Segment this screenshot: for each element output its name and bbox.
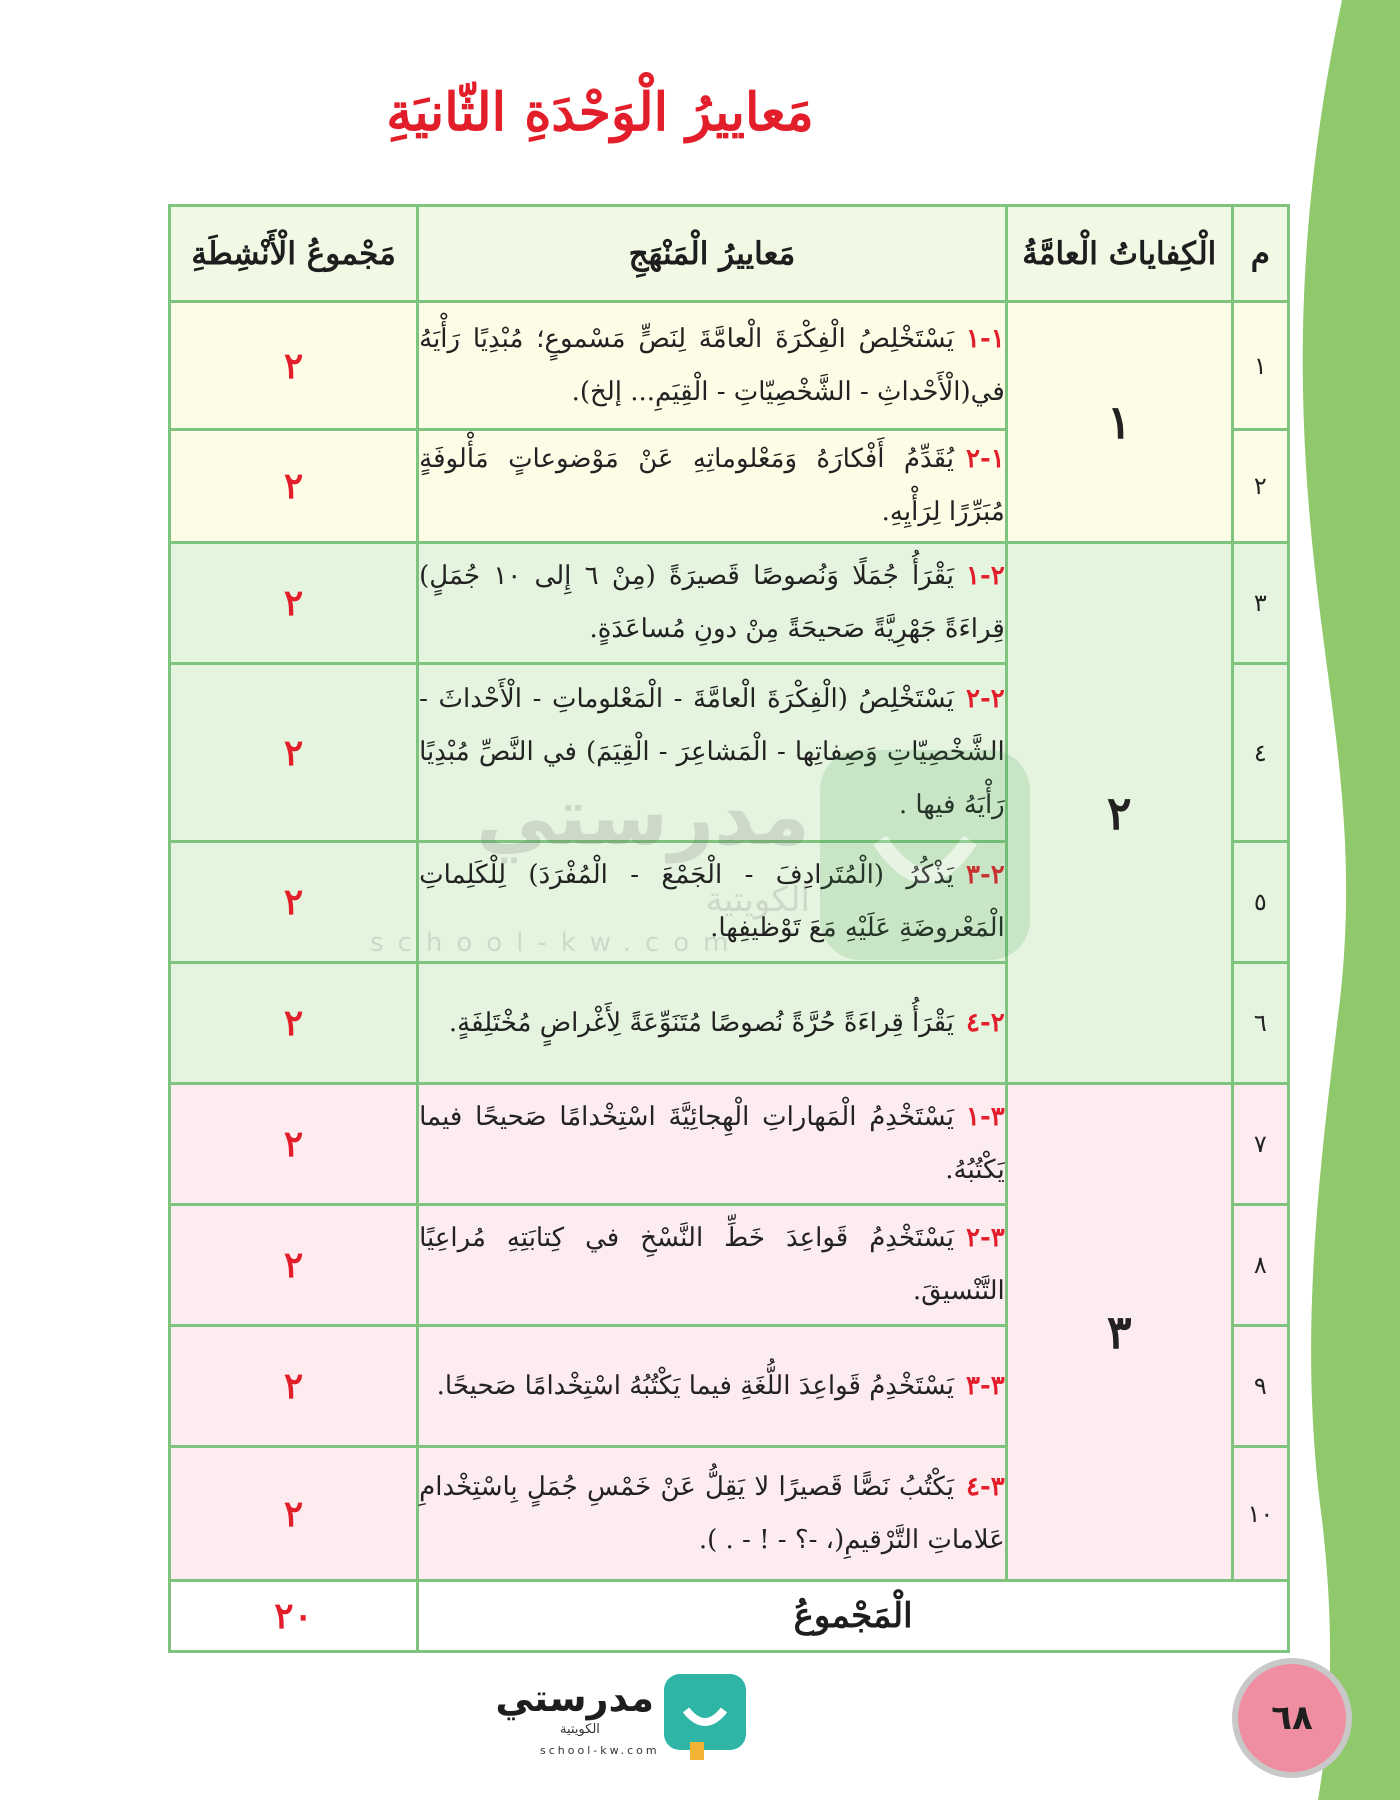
activity-count: ٢ (170, 1326, 418, 1447)
standard-code: ١-١ (966, 323, 1005, 354)
activity-count: ٢ (170, 430, 418, 543)
total-value: ٢٠ (170, 1581, 418, 1652)
header-m: م (1232, 206, 1288, 302)
standard-description: يَقْرَأُ جُمَلًا وَنُصوصًا قَصيرَةً (مِنْ ٦ إِلى ١٠ جُمَلٍ) قِراءَةً جَهْرِيَّةً صَحيحَةً مِنْ دونِ مُساعَدَةٍ. (419, 561, 1005, 644)
standard-description: يَسْتَخْلِصُ (الْفِكْرَةَ الْعامَّةَ - الْمَعْلوماتِ - الْأَحْداثَ - الشَّخْصِيّاتِ وَصِفاتِها - الْمَشاعِرَ - الْقِيَمَ) في النَّصِّ مُبْدِيًا رَأْيَهُ فيها . (419, 684, 1005, 820)
row-number: ٣ (1232, 543, 1288, 664)
standard-description: يَسْتَخْدِمُ قَواعِدَ خَطِّ النَّسْخِ في كِتابَتِهِ مُراعِيًا التَّنْسيقَ. (419, 1223, 1005, 1306)
standard-code: ٣-١ (966, 1102, 1005, 1132)
row-number: ١٠ (1232, 1447, 1288, 1581)
standard-code: ٣-٤ (966, 1471, 1005, 1502)
table-header-row (170, 206, 1289, 302)
row-number: ٩ (1232, 1326, 1288, 1447)
total-row (170, 1581, 1289, 1652)
logo-mark-icon (662, 1672, 748, 1762)
activity-count: ٢ (170, 302, 418, 430)
standard-code: ٢-٣ (966, 860, 1005, 890)
row-number: ٨ (1232, 1205, 1288, 1326)
footer-logo-sub: الكويتية (560, 1722, 600, 1737)
standard-code: ٢-٤ (966, 1007, 1005, 1038)
standard-text (418, 1447, 1007, 1581)
standard-code: ٣-٣ (966, 1370, 1005, 1401)
footer-logo-brand: مدرستي (495, 1676, 654, 1720)
table-row (170, 302, 1289, 430)
standard-description: يَسْتَخْلِصُ الْفِكْرَةَ الْعامَّةَ لِنَصٍّ مَسْموعٍ؛ مُبْدِيًا رَأْيَهُ في(الْأَحْداثِ - الشَّخْصِيّاتِ - الْقِيَمِ... إلخ). (419, 323, 1005, 407)
standard-code: ٣-٢ (966, 1223, 1005, 1253)
header-standards: مَعاييرُ الْمَنْهَجِ (418, 206, 1007, 302)
standard-description: يُقَدِّمُ أَفْكارَهُ وَمَعْلوماتِهِ عَنْ مَوْضوعاتٍ مَأْلوفَةٍ مُبَرِّرًا لِرَأْيِهِ. (419, 444, 1005, 527)
competency-cell: ١ (1006, 302, 1232, 543)
row-number: ٦ (1232, 963, 1288, 1084)
row-number: ١ (1232, 302, 1288, 430)
standard-text (418, 430, 1007, 543)
standard-text (418, 1084, 1007, 1205)
activity-count: ٢ (170, 1084, 418, 1205)
standard-description: يَسْتَخْدِمُ الْمَهاراتِ الْهِجائِيَّةَ اسْتِخْدامًا صَحيحًا فيما يَكْتُبُهُ. (419, 1102, 1005, 1185)
standard-text (418, 302, 1007, 430)
competency-cell: ٣ (1006, 1084, 1232, 1581)
row-number: ٤ (1232, 664, 1288, 842)
row-number: ٧ (1232, 1084, 1288, 1205)
standard-description: يَكْتُبُ نَصًّا قَصيرًا لا يَقِلُّ عَنْ خَمْسِ جُمَلٍ بِاسْتِخْدامِ عَلاماتِ التَّرْقيمِ(، -؟ - ! - . ). (419, 1471, 1005, 1555)
standard-text (418, 664, 1007, 842)
standard-text (418, 963, 1007, 1084)
standard-description: يَسْتَخْدِمُ قَواعِدَ اللُّغَةِ فيما يَكْتُبُهُ اسْتِخْدامًا صَحيحًا. (436, 1370, 955, 1401)
standard-description: يَقْرَأُ قِراءَةً حُرَّةً نُصوصًا مُتَنَوِّعَةً لِأَغْراضٍ مُخْتَلِفَةٍ. (448, 1007, 955, 1038)
standards-table (168, 204, 1290, 1653)
activity-count: ٢ (170, 842, 418, 963)
standard-text (418, 1326, 1007, 1447)
standard-code: ١-٢ (966, 444, 1005, 474)
standard-text (418, 543, 1007, 664)
header-activities: مَجْموعُ الْأَنْشِطَةِ (170, 206, 418, 302)
header-competencies: الْكِفاياتُ الْعامَّةُ (1006, 206, 1232, 302)
activity-count: ٢ (170, 664, 418, 842)
standard-text (418, 1205, 1007, 1326)
standard-code: ٢-٢ (966, 684, 1005, 714)
page-title: مَعاييرُ الْوَحْدَةِ الثّانيَةِ (386, 82, 814, 143)
footer-logo (495, 1672, 750, 1768)
activity-count: ٢ (170, 543, 418, 664)
footer-logo-url: school-kw.com (540, 1744, 660, 1757)
table-row (170, 543, 1289, 664)
standard-text (418, 842, 1007, 963)
standard-description: يَذْكُرُ (الْمُتَرادِفَ - الْجَمْعَ - الْمُفْرَدَ) لِلْكَلِماتِ الْمَعْروضَةِ عَلَيْهِ مَعَ تَوْظيفِها. (419, 860, 1005, 943)
page-number: ٦٨ (1232, 1658, 1352, 1778)
activity-count: ٢ (170, 1205, 418, 1326)
activity-count: ٢ (170, 1447, 418, 1581)
row-number: ٥ (1232, 842, 1288, 963)
row-number: ٢ (1232, 430, 1288, 543)
table-row (170, 1084, 1289, 1205)
total-label: الْمَجْموعُ (418, 1581, 1289, 1652)
competency-cell: ٢ (1006, 543, 1232, 1084)
standard-code: ٢-١ (966, 561, 1005, 591)
activity-count: ٢ (170, 963, 418, 1084)
